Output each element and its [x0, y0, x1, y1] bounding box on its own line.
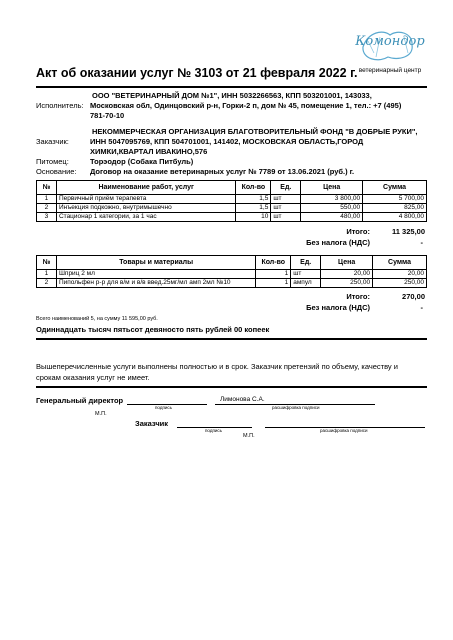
goods-cell: 250,00	[373, 279, 427, 288]
services-cell: шт	[271, 204, 301, 213]
goods-total-label: Итого:	[346, 292, 370, 301]
goods-header-num: №	[37, 256, 57, 270]
goods-cell: 1	[37, 270, 57, 279]
services-cell: 480,00	[301, 213, 363, 222]
customer-signature-caption: подпись	[205, 428, 223, 433]
customer-signature-label: Заказчик	[135, 419, 169, 428]
services-header-sum: Сумма	[363, 181, 427, 195]
table-row	[37, 279, 427, 288]
services-cell: 1,5	[236, 195, 271, 204]
goods-header-name: Товары и материалы	[56, 256, 255, 270]
goods-header-qty: Кол-во	[256, 256, 291, 270]
goods-cell: 1	[256, 279, 291, 288]
services-cell: 1	[37, 195, 57, 204]
director-name: Лимонова С.А.	[220, 396, 265, 403]
goods-header-row	[37, 256, 427, 270]
goods-cell: 250,00	[321, 279, 373, 288]
director-stamp: М.П.	[95, 411, 107, 417]
pet-label: Питомец:	[36, 157, 69, 166]
basis-value: Договор на оказание ветеринарных услуг № 7789 от 13.06.2021 (руб.) г.	[90, 167, 355, 176]
goods-cell: Шприц 2 мл	[56, 270, 255, 279]
goods-table	[36, 255, 427, 288]
goods-header-sum: Сумма	[373, 256, 427, 270]
services-cell: 825,00	[363, 204, 427, 213]
executor-line-3: 781-70-10	[90, 111, 125, 120]
table-row	[37, 270, 427, 279]
services-cell: 5 700,00	[363, 195, 427, 204]
services-cell: Инъекция подкожно, внутримышечно	[56, 204, 235, 213]
services-header-row	[37, 181, 427, 195]
statement-line-2: срокам оказания услуг не имеет.	[36, 373, 150, 382]
goods-cell: 2	[37, 279, 57, 288]
customer-label: Заказчик:	[36, 137, 69, 146]
services-cell: 4 800,00	[363, 213, 427, 222]
goods-cell: ампул	[291, 279, 321, 288]
director-signature-caption: подпись	[155, 405, 173, 410]
logo-name: Комондор	[355, 34, 425, 49]
executor-line-1: ООО "ВЕТЕРИНАРНЫЙ ДОМ №1", ИНН 5032266563, КПП 503201001, 143033,	[92, 91, 372, 100]
customer-line-2: ИНН 5047095769, КПП 504701001, 141402, МОСКОВСКАЯ ОБЛАСТЬ,ГОРОД	[90, 137, 364, 146]
services-header-name: Наименование работ, услуг	[56, 181, 235, 195]
services-cell: Стационар 1 категории, за 1 час	[56, 213, 235, 222]
services-vat-label: Без налога (НДС)	[306, 238, 370, 247]
executor-line-2: Московская обл, Одинцовский р-н, Горки-2 п, дом № 45, помещение 1, тел.: +7 (495)	[90, 101, 402, 110]
summary-amount-words: Одиннадцать тысяч пятьсот девяносто пять рублей 00 копеек	[36, 325, 270, 334]
basis-label: Основание:	[36, 167, 77, 176]
goods-vat-label: Без налога (НДС)	[306, 303, 370, 312]
title-divider	[36, 86, 427, 88]
services-cell: 3 800,00	[301, 195, 363, 204]
goods-cell: 20,00	[373, 270, 427, 279]
director-label: Генеральный директор	[36, 396, 124, 405]
services-cell: Первичный приём терапевта	[56, 195, 235, 204]
services-cell: шт	[271, 213, 301, 222]
director-decode-caption: расшифровка подписи	[272, 405, 320, 410]
goods-vat-value: -	[420, 303, 423, 312]
goods-cell: 20,00	[321, 270, 373, 279]
table-row	[37, 204, 427, 213]
document-title: Акт об оказании услуг № 3103 от 21 февраля 2022 г.	[36, 66, 358, 80]
goods-header-unit: Ед.	[291, 256, 321, 270]
services-cell: 1,5	[236, 204, 271, 213]
services-cell: шт	[271, 195, 301, 204]
customer-line-3: ХИМКИ,КВАРТАЛ ИВАКИНО,576	[90, 147, 208, 156]
table-row	[37, 195, 427, 204]
summary-divider	[36, 338, 427, 340]
statement-divider	[36, 386, 427, 388]
statement-line-1: Вышеперечисленные услуги выполнены полностью и в срок. Заказчик претензий по объему, качеству и	[36, 362, 398, 371]
services-header-price: Цена	[301, 181, 363, 195]
customer-decode-caption: расшифровка подписи	[320, 428, 368, 433]
goods-cell: Пипольфен р-р для в/м и в/в введ.25мг/мл амп 2мл №10	[56, 279, 255, 288]
summary-count-text: Всего наименований 5, на сумму 11 595,00 руб.	[36, 316, 158, 322]
services-cell: 3	[37, 213, 57, 222]
goods-header-price: Цена	[321, 256, 373, 270]
executor-label: Исполнитель:	[36, 101, 84, 110]
services-cell: 10	[236, 213, 271, 222]
services-cell: 550,00	[301, 204, 363, 213]
services-header-num: №	[37, 181, 57, 195]
table-row	[37, 213, 427, 222]
pet-value: Торэодор (Собака Питбуль)	[90, 157, 194, 166]
services-vat-value: -	[420, 238, 423, 247]
services-cell: 2	[37, 204, 57, 213]
goods-cell: шт	[291, 270, 321, 279]
customer-line-1: НЕКОММЕРЧЕСКАЯ ОРГАНИЗАЦИЯ БЛАГОТВОРИТЕЛЬНЫЙ ФОНД "В ДОБРЫЕ РУКИ",	[92, 127, 418, 136]
logo-subtitle: ветеринарный центр	[358, 67, 422, 74]
services-table	[36, 180, 427, 222]
services-header-qty: Кол-во	[236, 181, 271, 195]
services-header-unit: Ед.	[271, 181, 301, 195]
customer-stamp: М.П.	[243, 433, 255, 439]
services-total-value: 11 325,00	[392, 227, 425, 236]
goods-cell: 1	[256, 270, 291, 279]
services-total-label: Итого:	[346, 227, 370, 236]
goods-total-value: 270,00	[402, 292, 425, 301]
